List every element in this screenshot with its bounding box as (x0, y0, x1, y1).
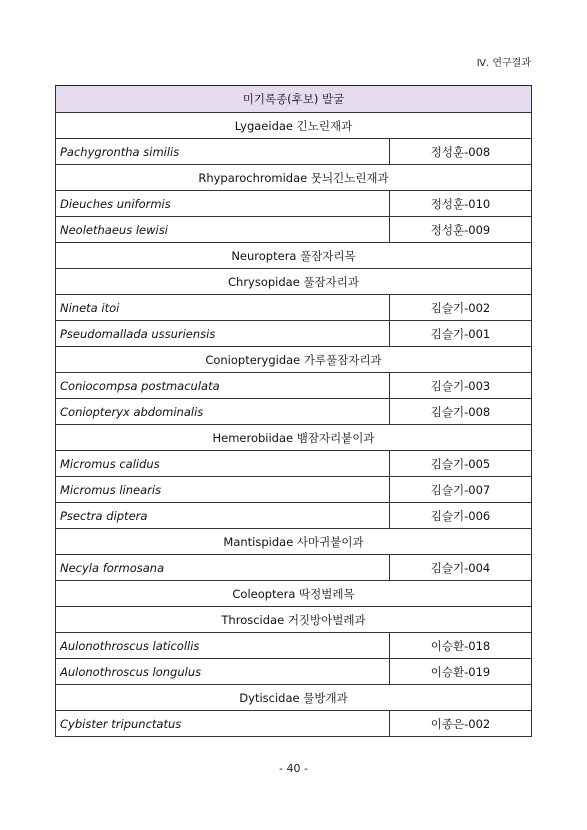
taxon-group-row (56, 269, 532, 295)
species-row (56, 633, 532, 659)
page-number: - 40 - (279, 762, 308, 775)
table-title-row (56, 86, 532, 113)
taxon-group-label: Neuroptera 풀잠자리목 (56, 243, 532, 269)
species-row (56, 555, 532, 581)
species-name: Aulonothroscus longulus (56, 659, 390, 685)
taxon-group-row (56, 425, 532, 451)
taxon-group-row (56, 529, 532, 555)
taxon-group-label: Throscidae 거짓방아벌레과 (56, 607, 532, 633)
species-row (56, 139, 532, 165)
specimen-code: 김슬기-006 (390, 503, 532, 529)
specimen-code: 김슬기-005 (390, 451, 532, 477)
species-row (56, 217, 532, 243)
taxon-group-row (56, 607, 532, 633)
species-row (56, 321, 532, 347)
species-name: Pachygrontha similis (56, 139, 390, 165)
species-row (56, 451, 532, 477)
specimen-code: 김슬기-001 (390, 321, 532, 347)
species-name: Coniocompsa postmaculata (56, 373, 390, 399)
taxon-group-label: Coleoptera 딱정벌레목 (56, 581, 532, 607)
species-row (56, 659, 532, 685)
specimen-code: 김슬기-007 (390, 477, 532, 503)
species-name: Micromus calidus (56, 451, 390, 477)
species-row (56, 373, 532, 399)
species-name: Nineta itoi (56, 295, 390, 321)
species-name: Psectra diptera (56, 503, 390, 529)
taxon-group-row (56, 243, 532, 269)
species-row (56, 503, 532, 529)
taxon-group-label: Mantispidae 사마귀붙이과 (56, 529, 532, 555)
taxon-group-row (56, 165, 532, 191)
specimen-code: 김슬기-003 (390, 373, 532, 399)
species-row (56, 191, 532, 217)
species-name: Neolethaeus lewisi (56, 217, 390, 243)
species-row (56, 295, 532, 321)
species-name: Necyla formosana (56, 555, 390, 581)
taxon-group-label: Rhyparochromidae 뭇늬긴노린재과 (56, 165, 532, 191)
taxon-group-label: Coniopterygidae 가루풀잠자리과 (56, 347, 532, 373)
species-name: Coniopteryx abdominalis (56, 399, 390, 425)
species-name: Cybister tripunctatus (56, 711, 390, 737)
specimen-code: 정성훈-010 (390, 191, 532, 217)
taxon-group-label: Dytiscidae 물방개과 (56, 685, 532, 711)
species-row (56, 399, 532, 425)
taxon-group-row (56, 685, 532, 711)
specimen-code: 정성훈-008 (390, 139, 532, 165)
taxon-group-label: Chrysopidae 풀잠자리과 (56, 269, 532, 295)
species-row (56, 711, 532, 737)
specimen-code: 김슬기-002 (390, 295, 532, 321)
species-table (55, 85, 532, 737)
table-title: 미기록종(후보) 발굴 (56, 86, 532, 113)
species-name: Dieuches uniformis (56, 191, 390, 217)
species-name: Pseudomallada ussuriensis (56, 321, 390, 347)
specimen-code: 김슬기-008 (390, 399, 532, 425)
specimen-code: 이종은-002 (390, 711, 532, 737)
species-row (56, 477, 532, 503)
taxon-group-row (56, 347, 532, 373)
taxon-group-label: Lygaeidae 긴노린재과 (56, 113, 532, 139)
specimen-code: 정성훈-009 (390, 217, 532, 243)
specimen-code: 김슬기-004 (390, 555, 532, 581)
taxon-group-row (56, 113, 532, 139)
section-header: Ⅳ. 연구결과 (476, 58, 531, 69)
specimen-code: 이승환-018 (390, 633, 532, 659)
specimen-code: 이승환-019 (390, 659, 532, 685)
species-name: Aulonothroscus laticollis (56, 633, 390, 659)
species-table-body (56, 86, 532, 737)
taxon-group-row (56, 581, 532, 607)
taxon-group-label: Hemerobiidae 뱀잠자리붙이과 (56, 425, 532, 451)
species-name: Micromus linearis (56, 477, 390, 503)
